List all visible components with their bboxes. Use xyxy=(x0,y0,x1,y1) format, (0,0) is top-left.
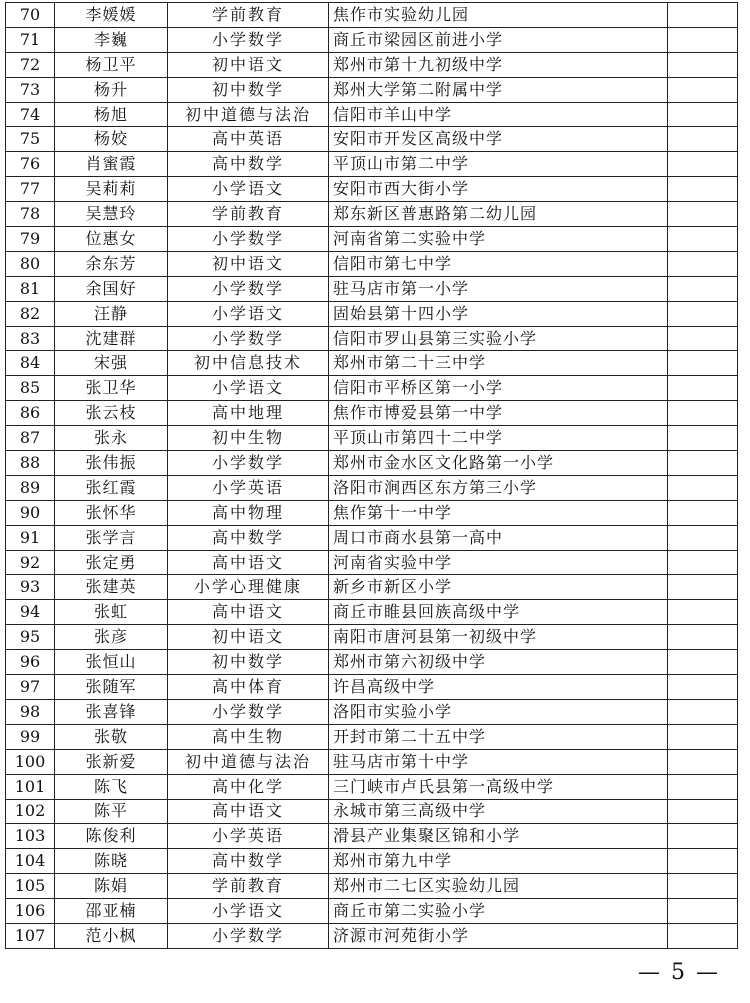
subject: 高中数学 xyxy=(168,849,329,874)
blank-cell xyxy=(668,824,738,849)
table-row xyxy=(6,799,738,824)
teacher-name: 汪静 xyxy=(55,301,168,326)
row-number: 77 xyxy=(6,177,55,202)
teacher-name: 张怀华 xyxy=(55,500,168,525)
school-name: 安阳市西大街小学 xyxy=(329,177,668,202)
teacher-name: 邵亚楠 xyxy=(55,899,168,924)
subject: 高中化学 xyxy=(168,774,329,799)
subject: 小学英语 xyxy=(168,824,329,849)
teacher-name: 范小枫 xyxy=(55,923,168,948)
blank-cell xyxy=(668,799,738,824)
teacher-name: 陈飞 xyxy=(55,774,168,799)
subject: 小学数学 xyxy=(168,699,329,724)
blank-cell xyxy=(668,77,738,102)
blank-cell xyxy=(668,52,738,77)
row-number: 70 xyxy=(6,3,55,28)
table-row xyxy=(6,600,738,625)
row-number: 94 xyxy=(6,600,55,625)
teacher-name: 陈俊利 xyxy=(55,824,168,849)
school-name: 商丘市梁园区前进小学 xyxy=(329,27,668,52)
table-row xyxy=(6,301,738,326)
row-number: 80 xyxy=(6,251,55,276)
subject: 高中英语 xyxy=(168,127,329,152)
subject: 高中数学 xyxy=(168,525,329,550)
table-row xyxy=(6,401,738,426)
subject: 小学数学 xyxy=(168,451,329,476)
teacher-name: 张恒山 xyxy=(55,650,168,675)
blank-cell xyxy=(668,849,738,874)
row-number: 84 xyxy=(6,351,55,376)
teacher-name: 张随军 xyxy=(55,675,168,700)
row-number: 96 xyxy=(6,650,55,675)
table-row xyxy=(6,276,738,301)
row-number: 106 xyxy=(6,899,55,924)
subject: 初中道德与法治 xyxy=(168,749,329,774)
table-row xyxy=(6,127,738,152)
blank-cell xyxy=(668,699,738,724)
row-number: 71 xyxy=(6,27,55,52)
school-name: 河南省实验中学 xyxy=(329,550,668,575)
blank-cell xyxy=(668,475,738,500)
blank-cell xyxy=(668,301,738,326)
row-number: 100 xyxy=(6,749,55,774)
row-number: 87 xyxy=(6,426,55,451)
school-name: 新乡市新区小学 xyxy=(329,575,668,600)
teacher-name: 张虹 xyxy=(55,600,168,625)
blank-cell xyxy=(668,625,738,650)
blank-cell xyxy=(668,227,738,252)
blank-cell xyxy=(668,923,738,948)
table-row xyxy=(6,824,738,849)
row-number: 73 xyxy=(6,77,55,102)
school-name: 开封市第二十五中学 xyxy=(329,724,668,749)
teacher-name: 吴莉莉 xyxy=(55,177,168,202)
blank-cell xyxy=(668,326,738,351)
blank-cell xyxy=(668,899,738,924)
school-name: 三门峡市卢氏县第一高级中学 xyxy=(329,774,668,799)
school-name: 信阳市罗山县第三实验小学 xyxy=(329,326,668,351)
subject: 小学语文 xyxy=(168,301,329,326)
blank-cell xyxy=(668,177,738,202)
blank-cell xyxy=(668,376,738,401)
school-name: 焦作第十一中学 xyxy=(329,500,668,525)
table-row xyxy=(6,376,738,401)
teacher-name: 余国好 xyxy=(55,276,168,301)
school-name: 商丘市第二实验小学 xyxy=(329,899,668,924)
teacher-name: 杨卫平 xyxy=(55,52,168,77)
school-name: 商丘市睢县回族高级中学 xyxy=(329,600,668,625)
teacher-name: 张建英 xyxy=(55,575,168,600)
school-name: 南阳市唐河县第一初级中学 xyxy=(329,625,668,650)
school-name: 信阳市平桥区第一小学 xyxy=(329,376,668,401)
school-name: 焦作市博爱县第一中学 xyxy=(329,401,668,426)
school-name: 永城市第三高级中学 xyxy=(329,799,668,824)
blank-cell xyxy=(668,575,738,600)
table-row xyxy=(6,152,738,177)
row-number: 85 xyxy=(6,376,55,401)
table-row xyxy=(6,874,738,899)
subject: 高中数学 xyxy=(168,152,329,177)
blank-cell xyxy=(668,675,738,700)
subject: 小学语文 xyxy=(168,899,329,924)
table-row xyxy=(6,699,738,724)
school-name: 郑州大学第二附属中学 xyxy=(329,77,668,102)
school-name: 郑州市二七区实验幼儿园 xyxy=(329,874,668,899)
school-name: 驻马店市第一小学 xyxy=(329,276,668,301)
row-number: 97 xyxy=(6,675,55,700)
teacher-name: 陈平 xyxy=(55,799,168,824)
row-number: 91 xyxy=(6,525,55,550)
row-number: 101 xyxy=(6,774,55,799)
table-row xyxy=(6,575,738,600)
row-number: 103 xyxy=(6,824,55,849)
blank-cell xyxy=(668,351,738,376)
table-row xyxy=(6,77,738,102)
teacher-name: 张永 xyxy=(55,426,168,451)
table-row xyxy=(6,27,738,52)
row-number: 76 xyxy=(6,152,55,177)
teacher-name: 张红霞 xyxy=(55,475,168,500)
teacher-name: 李巍 xyxy=(55,27,168,52)
school-name: 济源市河苑街小学 xyxy=(329,923,668,948)
school-name: 河南省第二实验中学 xyxy=(329,227,668,252)
table-row xyxy=(6,251,738,276)
teacher-name: 余东芳 xyxy=(55,251,168,276)
row-number: 72 xyxy=(6,52,55,77)
subject: 小学英语 xyxy=(168,475,329,500)
row-number: 92 xyxy=(6,550,55,575)
table-row xyxy=(6,724,738,749)
row-number: 98 xyxy=(6,699,55,724)
blank-cell xyxy=(668,500,738,525)
row-number: 105 xyxy=(6,874,55,899)
table-row xyxy=(6,500,738,525)
page-number: — 5 — xyxy=(638,960,720,985)
teacher-name: 张伟振 xyxy=(55,451,168,476)
row-number: 95 xyxy=(6,625,55,650)
row-number: 93 xyxy=(6,575,55,600)
school-name: 郑州市第九中学 xyxy=(329,849,668,874)
table-row xyxy=(6,3,738,28)
teacher-name: 陈娟 xyxy=(55,874,168,899)
table-row xyxy=(6,749,738,774)
school-name: 平顶山市第二中学 xyxy=(329,152,668,177)
subject: 小学数学 xyxy=(168,326,329,351)
teacher-name: 陈晓 xyxy=(55,849,168,874)
school-name: 焦作市实验幼儿园 xyxy=(329,3,668,28)
table-row xyxy=(6,774,738,799)
row-number: 88 xyxy=(6,451,55,476)
teacher-list-table xyxy=(5,2,738,949)
subject: 学前教育 xyxy=(168,3,329,28)
table-row xyxy=(6,899,738,924)
school-name: 洛阳市实验小学 xyxy=(329,699,668,724)
teacher-name: 张彦 xyxy=(55,625,168,650)
table-row xyxy=(6,550,738,575)
table-row xyxy=(6,525,738,550)
blank-cell xyxy=(668,874,738,899)
school-name: 郑州市第十九初级中学 xyxy=(329,52,668,77)
row-number: 104 xyxy=(6,849,55,874)
teacher-name: 位惠女 xyxy=(55,227,168,252)
teacher-name: 杨姣 xyxy=(55,127,168,152)
teacher-name: 宋强 xyxy=(55,351,168,376)
blank-cell xyxy=(668,127,738,152)
school-name: 驻马店市第十中学 xyxy=(329,749,668,774)
subject: 小学数学 xyxy=(168,276,329,301)
teacher-name: 张卫华 xyxy=(55,376,168,401)
subject: 高中地理 xyxy=(168,401,329,426)
subject: 初中语文 xyxy=(168,52,329,77)
row-number: 79 xyxy=(6,227,55,252)
school-name: 许昌高级中学 xyxy=(329,675,668,700)
row-number: 99 xyxy=(6,724,55,749)
table-row xyxy=(6,451,738,476)
teacher-name: 吴慧玲 xyxy=(55,202,168,227)
table-row xyxy=(6,426,738,451)
blank-cell xyxy=(668,451,738,476)
table-row xyxy=(6,326,738,351)
row-number: 75 xyxy=(6,127,55,152)
blank-cell xyxy=(668,202,738,227)
school-name: 周口市商水县第一高中 xyxy=(329,525,668,550)
table-row xyxy=(6,650,738,675)
row-number: 89 xyxy=(6,475,55,500)
teacher-name: 杨旭 xyxy=(55,102,168,127)
row-number: 83 xyxy=(6,326,55,351)
teacher-name: 张喜锋 xyxy=(55,699,168,724)
school-name: 郑州市第二十三中学 xyxy=(329,351,668,376)
table-row xyxy=(6,475,738,500)
blank-cell xyxy=(668,525,738,550)
school-name: 信阳市第七中学 xyxy=(329,251,668,276)
school-name: 郑州市第六初级中学 xyxy=(329,650,668,675)
table-row xyxy=(6,923,738,948)
row-number: 102 xyxy=(6,799,55,824)
teacher-name: 沈建群 xyxy=(55,326,168,351)
subject: 小学语文 xyxy=(168,177,329,202)
subject: 初中数学 xyxy=(168,650,329,675)
school-name: 信阳市羊山中学 xyxy=(329,102,668,127)
subject: 高中体育 xyxy=(168,675,329,700)
blank-cell xyxy=(668,251,738,276)
teacher-name: 张学言 xyxy=(55,525,168,550)
school-name: 郑州市金水区文化路第一小学 xyxy=(329,451,668,476)
blank-cell xyxy=(668,276,738,301)
blank-cell xyxy=(668,426,738,451)
row-number: 78 xyxy=(6,202,55,227)
table-row xyxy=(6,177,738,202)
blank-cell xyxy=(668,3,738,28)
school-name: 郑东新区普惠路第二幼儿园 xyxy=(329,202,668,227)
teacher-name: 张定勇 xyxy=(55,550,168,575)
subject: 学前教育 xyxy=(168,202,329,227)
subject: 高中物理 xyxy=(168,500,329,525)
subject: 初中道德与法治 xyxy=(168,102,329,127)
teacher-name: 张云枝 xyxy=(55,401,168,426)
blank-cell xyxy=(668,774,738,799)
subject: 初中生物 xyxy=(168,426,329,451)
blank-cell xyxy=(668,724,738,749)
subject: 初中信息技术 xyxy=(168,351,329,376)
table-row xyxy=(6,202,738,227)
row-number: 74 xyxy=(6,102,55,127)
teacher-name: 肖蜜霞 xyxy=(55,152,168,177)
teacher-name: 李媛媛 xyxy=(55,3,168,28)
subject: 初中语文 xyxy=(168,251,329,276)
subject: 小学数学 xyxy=(168,923,329,948)
subject: 小学数学 xyxy=(168,27,329,52)
blank-cell xyxy=(668,152,738,177)
table-row xyxy=(6,351,738,376)
school-name: 固始县第十四小学 xyxy=(329,301,668,326)
subject: 高中语文 xyxy=(168,799,329,824)
teacher-name: 张敬 xyxy=(55,724,168,749)
school-name: 平顶山市第四十二中学 xyxy=(329,426,668,451)
teacher-list-body xyxy=(6,3,738,949)
table-row xyxy=(6,675,738,700)
teacher-name: 杨升 xyxy=(55,77,168,102)
row-number: 82 xyxy=(6,301,55,326)
subject: 小学数学 xyxy=(168,227,329,252)
school-name: 安阳市开发区高级中学 xyxy=(329,127,668,152)
subject: 高中语文 xyxy=(168,600,329,625)
table-row xyxy=(6,227,738,252)
blank-cell xyxy=(668,27,738,52)
blank-cell xyxy=(668,401,738,426)
blank-cell xyxy=(668,600,738,625)
table-row xyxy=(6,102,738,127)
row-number: 107 xyxy=(6,923,55,948)
school-name: 洛阳市涧西区东方第三小学 xyxy=(329,475,668,500)
subject: 初中数学 xyxy=(168,77,329,102)
subject: 高中生物 xyxy=(168,724,329,749)
row-number: 90 xyxy=(6,500,55,525)
table-row xyxy=(6,849,738,874)
subject: 初中语文 xyxy=(168,625,329,650)
subject: 小学心理健康 xyxy=(168,575,329,600)
teacher-name: 张新爱 xyxy=(55,749,168,774)
row-number: 86 xyxy=(6,401,55,426)
blank-cell xyxy=(668,650,738,675)
school-name: 滑县产业集聚区锦和小学 xyxy=(329,824,668,849)
row-number: 81 xyxy=(6,276,55,301)
blank-cell xyxy=(668,102,738,127)
subject: 高中语文 xyxy=(168,550,329,575)
table-row xyxy=(6,52,738,77)
blank-cell xyxy=(668,749,738,774)
blank-cell xyxy=(668,550,738,575)
subject: 学前教育 xyxy=(168,874,329,899)
subject: 小学语文 xyxy=(168,376,329,401)
table-row xyxy=(6,625,738,650)
